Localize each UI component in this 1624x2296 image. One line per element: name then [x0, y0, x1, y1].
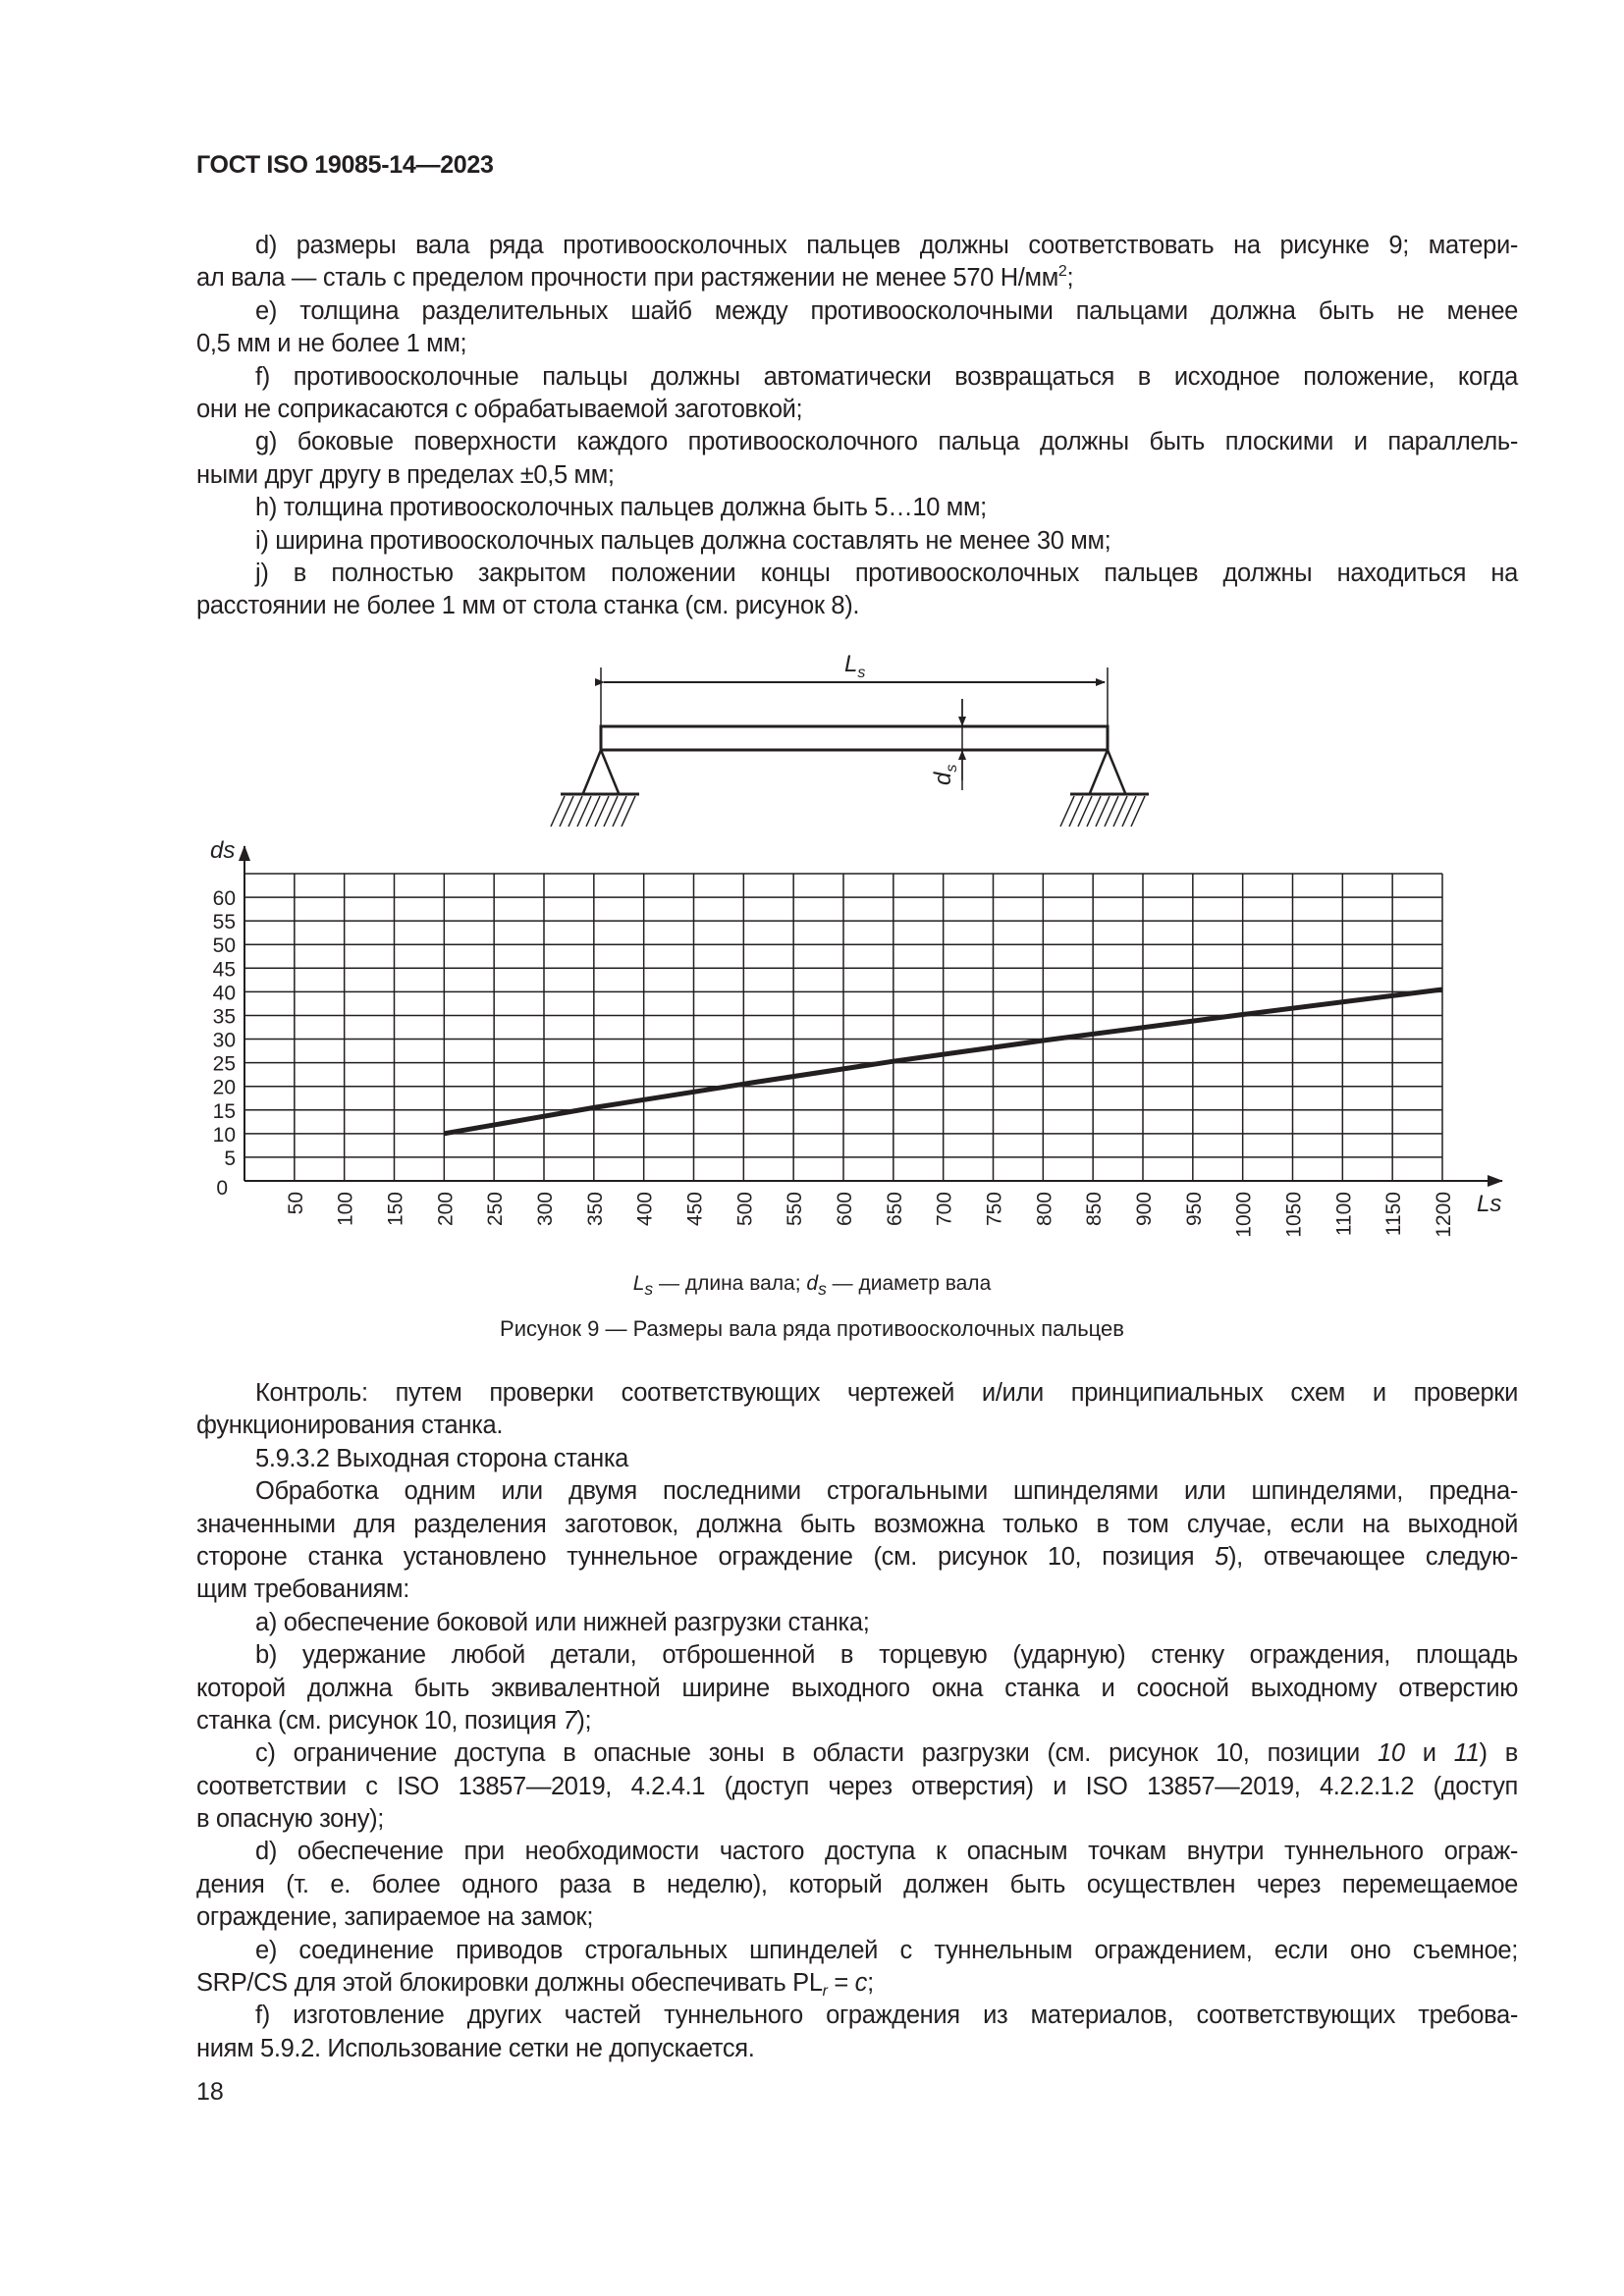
text-run: SRP/CS для этой блокировки должны обеспечивать PL [196, 1969, 823, 1998]
y-tick-label: 15 [212, 1099, 236, 1123]
x-tick-label: 800 [1033, 1192, 1056, 1227]
text-run: d) размеры вала ряда противоосколочных пальцев должны соответствовать на рисунке 9; матери- [255, 232, 1518, 259]
text-run: j) в полностью закрытом положении концы противоосколочных пальцев должны находиться на [255, 559, 1518, 587]
x-tick-label: 400 [633, 1192, 657, 1227]
text-line [196, 1574, 1518, 1606]
x-tick-label: 900 [1133, 1192, 1156, 1227]
y-tick-label: 55 [212, 911, 236, 934]
text-run: соответствии с ISO 13857—2019, 4.2.4.1 (доступ через отверстия) и ISO 13857—2019, 4.2.2.1.2 (доступ [196, 1772, 1518, 1800]
chart-ds-vs-ls [213, 846, 1502, 1238]
y-tick-label: 50 [212, 934, 236, 958]
text-line [196, 1705, 1518, 1737]
text-line [196, 1737, 1518, 1770]
x-tick-label: 1050 [1282, 1192, 1306, 1238]
text-run: d) обеспечение при необходимости частого доступа к опасным точкам внутри туннельного ограж- [255, 1838, 1518, 1866]
ls-dimension-label: $L_s$ [844, 651, 866, 681]
text-line [196, 1509, 1518, 1541]
x-axis-label: Ls [1477, 1191, 1502, 1217]
text-run: — диаметр вала [826, 1272, 992, 1295]
text-run: a) обеспечение боковой или нижней разгрузки станка; [255, 1608, 870, 1636]
text-run: ; [1066, 264, 1074, 293]
text-line [196, 1475, 1518, 1508]
y-tick-label: 20 [212, 1076, 236, 1099]
text-line [196, 1869, 1518, 1901]
x-tick-label: 450 [683, 1192, 707, 1227]
x-tick-label: 650 [883, 1192, 906, 1227]
text-run: s [644, 1279, 654, 1300]
x-tick-label: 350 [583, 1192, 607, 1227]
text-run: f) изготовление других частей туннельного ограждения из материалов, соответствующих требова- [255, 2002, 1518, 2030]
x-tick-label: 1150 [1382, 1192, 1406, 1237]
text-run: r [822, 1983, 828, 2001]
x-tick-label: 550 [784, 1192, 807, 1227]
text-run: 5 [1215, 1542, 1228, 1571]
text-run: ограждение, запираемое на замок; [196, 1903, 594, 1932]
y-tick-label: 45 [212, 958, 236, 982]
text-run: станка (см. рисунок 10, позиция [196, 1706, 564, 1735]
text-run: d [806, 1272, 819, 1295]
y-tick-label: 35 [212, 1005, 236, 1029]
right-support [1090, 750, 1125, 793]
text-run: значенными для разделения заготовок, должна быть возможна только в том случае, если на выходной [196, 1510, 1518, 1538]
text-run: i) ширина противоосколочных пальцев должна составлять не менее 30 мм; [255, 526, 1111, 555]
text-run: расстоянии не более 1 мм от стола станка (см. рисунок 8). [196, 592, 860, 620]
x-tick-label: 750 [983, 1192, 1006, 1227]
text-run: 10 [1377, 1739, 1405, 1768]
text-run: 7 [563, 1706, 577, 1735]
text-run: Контроль: путем проверки соответствующих чертежей и/или принципиальных схем и проверки [255, 1379, 1518, 1407]
text-run: g) боковые поверхности каждого противоосколочного пальца должны быть плоскими и параллель- [255, 428, 1518, 456]
text-line [196, 1639, 1518, 1672]
text-run: 5.9.3.2 Выходная сторона станка [255, 1444, 629, 1472]
text-run: 11 [1453, 1739, 1480, 1768]
text-run: L [632, 1272, 645, 1295]
text-run: они не соприкасаются с обрабатываемой заготовкой; [196, 395, 803, 423]
text-run: Обработка одним или двумя последними строгальными шпинделями или шпинделями, предна- [255, 1477, 1518, 1506]
text-run: s [818, 1279, 827, 1300]
figure-legend [0, 1272, 1624, 1300]
text-line [196, 1935, 1518, 1967]
x-tick-label: 500 [733, 1192, 757, 1227]
text-line [196, 1771, 1518, 1803]
ds-dimension-label: $d_s$ [930, 764, 960, 785]
x-tick-label: 600 [834, 1192, 856, 1227]
x-tick-label: 700 [933, 1192, 956, 1227]
text-line [196, 1541, 1518, 1574]
text-run: ниям 5.9.2. Использование сетки не допускается. [196, 2034, 755, 2062]
text-run: которой должна быть эквивалентной ширине выходного окна станка и соосной выходному отверстию [196, 1674, 1518, 1702]
x-tick-label: 100 [334, 1192, 357, 1227]
left-support [583, 750, 619, 793]
text-run: f) противоосколочные пальцы должны автоматически возвращаться в исходное положение, когда [255, 362, 1518, 391]
y-tick-label: 60 [212, 887, 236, 911]
text-line [196, 2033, 1518, 2065]
text-run: дения (т. е. более одного раза в неделю), который должен быть осуществлен через перемещаемое [196, 1870, 1518, 1898]
text-run: b) удержание любой детали, отброшенной в торцевую (ударную) стенку ограждения, площадь [255, 1641, 1518, 1670]
text-run: ал вала — сталь с пределом прочности при растяжении не менее 570 Н/мм [196, 264, 1058, 293]
shaft-diagram [551, 667, 1149, 827]
text-run: e) соединение приводов строгальных шпинделей с туннельным ограждением, если оно съемное; [255, 1936, 1518, 1964]
x-tick-label: 1000 [1232, 1192, 1256, 1238]
y-tick-label: 5 [224, 1147, 236, 1170]
figure-caption: Рисунок 9 — Размеры вала ряда противоосколочных пальцев [500, 1316, 1124, 1341]
y-tick-label: 40 [212, 982, 236, 1005]
x-tick-label: 200 [434, 1192, 458, 1227]
x-tick-label: 50 [284, 1192, 307, 1215]
text-run: — длина вала; [653, 1272, 807, 1295]
text-run: c) ограничение доступа в опасные зоны в области разгрузки (см. рисунок 10, позиции [255, 1739, 1378, 1768]
text-run: c [854, 1969, 868, 1998]
x-tick-label: 1100 [1332, 1192, 1356, 1237]
text-line [196, 1803, 1518, 1836]
text-line [196, 1410, 1518, 1442]
y-tick-label: 10 [212, 1123, 236, 1147]
text-run: ); [576, 1706, 592, 1735]
y-tick-label: 25 [212, 1052, 236, 1076]
text-line [196, 1443, 1518, 1475]
text-run: h) толщина противоосколочных пальцев должна быть 5…10 мм; [255, 494, 987, 522]
text-run: ными друг другу в пределах ±0,5 мм; [196, 460, 615, 489]
text-line [196, 1901, 1518, 1934]
x-tick-label: 1200 [1433, 1192, 1455, 1238]
text-run: 0,5 мм и не более 1 мм; [196, 330, 467, 358]
text-run: = [827, 1969, 855, 1998]
x-tick-label: 850 [1083, 1192, 1107, 1227]
text-run: и [1404, 1739, 1454, 1768]
x-tick-label: 250 [484, 1192, 508, 1227]
x-tick-label: 300 [534, 1192, 557, 1227]
x-tick-label: 150 [384, 1192, 407, 1227]
document-header: ГОСТ ISO 19085-14—2023 [196, 151, 494, 179]
text-line [196, 1377, 1518, 1410]
text-line [196, 1607, 1518, 1639]
y-tick-label: 0 [216, 1177, 228, 1200]
text-line [196, 1967, 1518, 2000]
text-line [196, 2000, 1518, 2032]
shaft [601, 726, 1108, 750]
text-run: стороне станка установлено туннельное ограждение (см. рисунок 10, позиция [196, 1542, 1216, 1571]
text-run: 2 [1057, 263, 1067, 281]
text-run: ; [867, 1969, 874, 1998]
text-run: ), отвечающее следую- [1228, 1542, 1518, 1571]
page-number: 18 [196, 2078, 224, 2106]
y-axis-label: ds [210, 837, 236, 864]
text-run: щим требованиям: [196, 1575, 409, 1604]
text-run: e) толщина разделительных шайб между противоосколочными пальцами должна быть не менее [255, 296, 1518, 325]
x-tick-label: 950 [1182, 1192, 1206, 1227]
text-run: функционирования станка. [196, 1412, 504, 1440]
text-line [196, 1836, 1518, 1868]
text-run: ) в [1479, 1739, 1518, 1768]
text-run: в опасную зону); [196, 1805, 384, 1834]
y-tick-label: 30 [212, 1029, 236, 1052]
text-line [196, 1673, 1518, 1705]
body-text-bottom [196, 1377, 1518, 2065]
